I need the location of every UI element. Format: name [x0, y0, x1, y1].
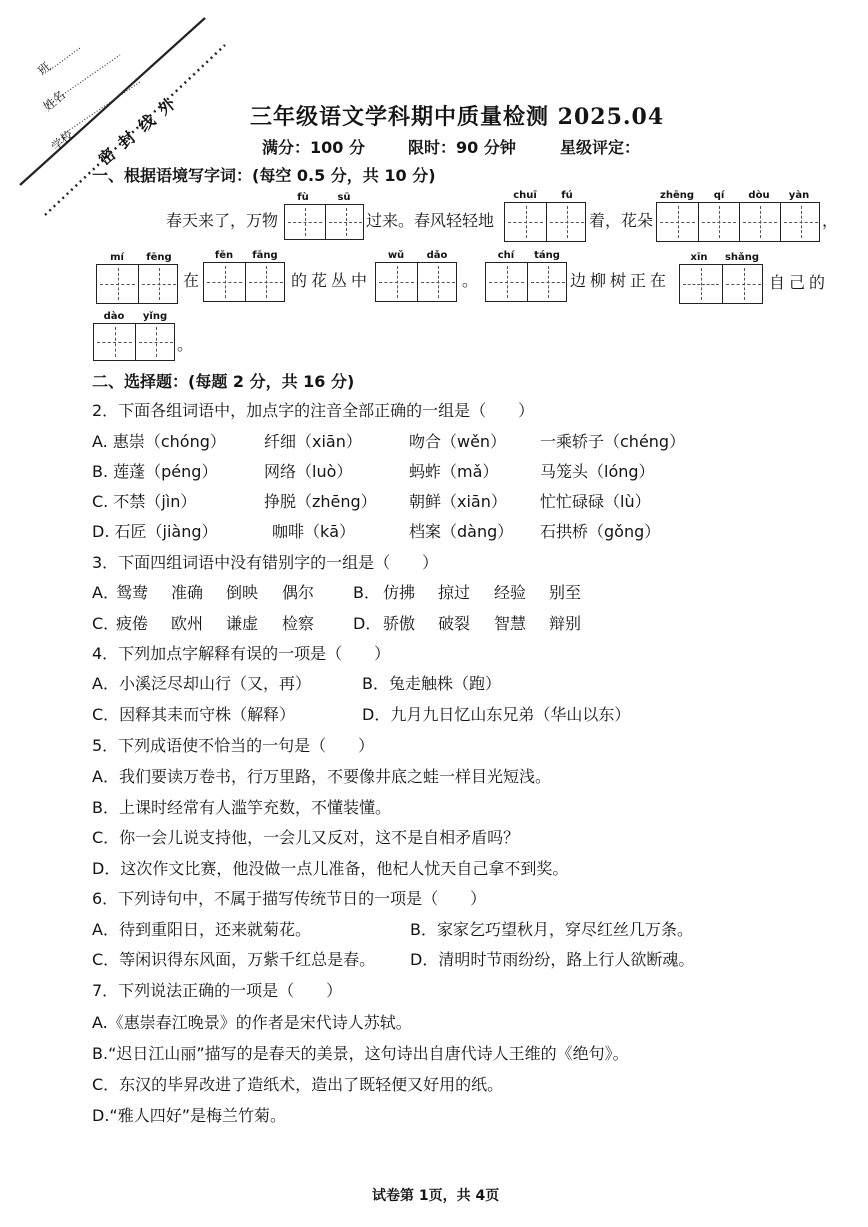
q2-option: A. 惠崇（chóng） — [92, 432, 226, 451]
pinyin: fāng — [252, 250, 278, 261]
q5-option: B．上课时经常有人滥竽充数，不懂装懂。 — [92, 798, 391, 817]
pinyin: dòu — [748, 190, 770, 201]
q6-option: B．家家乞巧望秋月，穿尽红丝几万条。 — [410, 920, 693, 939]
s1-text-10: 。 — [177, 335, 194, 354]
pinyin: fēng — [146, 252, 172, 263]
q6-option: D．清明时节雨纷纷，路上行人欲断魂。 — [410, 950, 695, 969]
time-limit: 限时：90 分钟 — [408, 138, 516, 157]
q7-option: A.《惠崇春江晚景》的作者是宋代诗人苏轼。 — [92, 1013, 412, 1032]
q3-word: 鸳鸯 — [116, 583, 149, 602]
q2-option: 蚂蚱（mǎ） — [409, 462, 499, 481]
q2-option: D. 石匠（jiàng） — [92, 522, 218, 541]
q4-option: A．小溪泛尽却山行（又，再） — [92, 674, 311, 693]
q2-option: 朝鲜（xiān） — [409, 492, 507, 511]
q2-option: C. 不禁（jìn） — [92, 492, 197, 511]
page-title: 三年级语文学科期中质量检测 2025.04 — [250, 104, 665, 130]
q5-stem: 5．下列成语使不恰当的一句是（ ） — [92, 736, 375, 755]
write-box[interactable] — [656, 202, 820, 242]
q2-option: B. 莲蓬（péng） — [92, 462, 218, 481]
q3-word: 偶尔 — [282, 583, 315, 602]
q3-label: A． — [92, 583, 119, 602]
section1-heading: 一、根据语境写字词：(每空 0.5 分，共 10 分) — [92, 166, 436, 185]
pinyin: dǎo — [426, 250, 448, 261]
q3-word: 疲倦 — [116, 614, 149, 633]
page-footer: 试卷第 1页，共 4页 — [372, 1188, 500, 1204]
q5-option: A．我们要读万卷书，行万里路，不要像井底之蛙一样目光短浅。 — [92, 767, 551, 786]
pinyin: yǐng — [142, 311, 168, 322]
q3-word: 倒映 — [226, 583, 259, 602]
star-rating: 星级评定： — [560, 138, 641, 157]
q3-word: 经验 — [494, 583, 527, 602]
pinyin: fú — [561, 190, 573, 201]
q2-option: 网络（luò） — [264, 462, 353, 481]
s1-text-1: 春天来了，万物 — [166, 211, 279, 230]
write-box[interactable] — [504, 202, 586, 242]
name-label: 姓名 — [40, 87, 69, 114]
q3-word: 辩别 — [549, 614, 582, 633]
q2-option: 挣脱（zhēng） — [264, 492, 377, 511]
q3-label: D． — [353, 614, 382, 633]
write-box[interactable] — [203, 262, 285, 302]
q6-stem: 6．下列诗句中，不属于描写传统节日的一项是（ ） — [92, 889, 487, 908]
class-fill-line — [50, 48, 80, 70]
q4-option: D．九月九日忆山东兄弟（华山以东） — [362, 705, 631, 724]
write-box[interactable] — [679, 264, 763, 304]
pinyin: shǎng — [724, 252, 760, 263]
pinyin: fù — [297, 192, 309, 203]
q3-word: 检察 — [282, 614, 315, 633]
write-box[interactable] — [375, 262, 457, 302]
s1-text-5: 在 — [183, 271, 200, 290]
pinyin: dào — [103, 311, 125, 322]
pinyin: chuī — [513, 190, 537, 201]
q2-option: 马笼头（lóng） — [540, 462, 655, 481]
section2-heading: 二、选择题：(每题 2 分，共 16 分) — [92, 372, 355, 391]
q5-option: D．这次作文比赛，他没做一点儿准备，他杞人忧天自己拿不到奖。 — [92, 859, 569, 878]
class-label: 班 — [35, 59, 54, 79]
s1-text-2: 过来。春风轻轻地 — [366, 211, 495, 230]
s1-text-3: 着，花朵 — [589, 211, 654, 230]
s1-text-7: 。 — [462, 271, 479, 290]
q3-label: C． — [92, 614, 120, 633]
q3-word: 掠过 — [438, 583, 471, 602]
q3-word: 骄傲 — [383, 614, 416, 633]
q2-option: 一乘轿子（chéng） — [540, 432, 686, 451]
s1-text-6: 的花丛中 — [291, 271, 372, 290]
q3-word: 准确 — [171, 583, 204, 602]
q2-option: 忙忙碌碌（lù） — [540, 492, 651, 511]
pinyin: chí — [497, 250, 515, 261]
pinyin: táng — [534, 250, 560, 261]
q6-option: C．等闲识得东风面，万紫千红总是春。 — [92, 950, 376, 969]
pinyin: fēn — [214, 250, 234, 261]
q7-stem: 7．下列说法正确的一项是（ ） — [92, 981, 343, 1000]
q5-option: C．你一会儿说支持他，一会儿又反对，这不是自相矛盾吗？ — [92, 828, 520, 847]
q6-option: A．待到重阳日，还来就菊花。 — [92, 920, 311, 939]
outer-line-label: 密封线外 — [94, 87, 187, 169]
q7-option: B.“迟日江山丽”描写的是春天的美景，这句诗出自唐代诗人王维的《绝句》。 — [92, 1044, 629, 1063]
write-box[interactable] — [96, 264, 178, 304]
q2-stem: 2．下面各组词语中，加点字的注音全部正确的一组是（ ） — [92, 401, 535, 420]
s1-text-9: 自己的 — [769, 273, 830, 292]
q2-option: 咖啡（kā） — [272, 522, 356, 541]
q3-stem: 3．下面四组词语中没有错别字的一组是（ ） — [92, 553, 439, 572]
q2-option: 石拱桥（gǒng） — [540, 522, 661, 541]
write-box[interactable] — [485, 262, 567, 302]
pinyin: sū — [337, 192, 351, 203]
q3-word: 欧州 — [171, 614, 204, 633]
q2-option: 吻合（wěn） — [409, 432, 507, 451]
q3-word: 破裂 — [438, 614, 471, 633]
q4-stem: 4．下列加点字解释有误的一项是（ ） — [92, 644, 391, 663]
pinyin: yàn — [788, 190, 810, 201]
pinyin: wǔ — [387, 250, 405, 261]
q7-option: D.“雅人四好”是梅兰竹菊。 — [92, 1106, 286, 1125]
pinyin: mí — [110, 252, 124, 263]
pinyin: zhēng — [660, 190, 694, 201]
q7-option: C．东汉的毕昇改进了造纸术，造出了既轻便又好用的纸。 — [92, 1075, 504, 1094]
write-box[interactable] — [93, 323, 175, 361]
q3-word: 智慧 — [494, 614, 527, 633]
q3-word: 仿拂 — [383, 583, 416, 602]
pinyin: xīn — [690, 252, 708, 263]
school-label: 学校 — [48, 127, 77, 154]
q3-word: 谦虚 — [226, 614, 259, 633]
pinyin: qí — [713, 190, 725, 201]
q3-word: 别至 — [549, 583, 582, 602]
q2-option: 纤细（xiān） — [264, 432, 362, 451]
s1-text-8: 边柳树正在 — [570, 271, 671, 290]
full-score: 满分：100 分 — [262, 138, 365, 157]
s1-text-4: ， — [822, 211, 839, 230]
q3-label: B． — [353, 583, 380, 602]
q2-option: 档案（dàng） — [409, 522, 514, 541]
q4-option: B．兔走触株（跑） — [362, 674, 501, 693]
write-box[interactable] — [284, 204, 364, 240]
q4-option: C．因释其耒而守株（解释） — [92, 705, 296, 724]
binding-margin-lines — [0, 0, 230, 230]
